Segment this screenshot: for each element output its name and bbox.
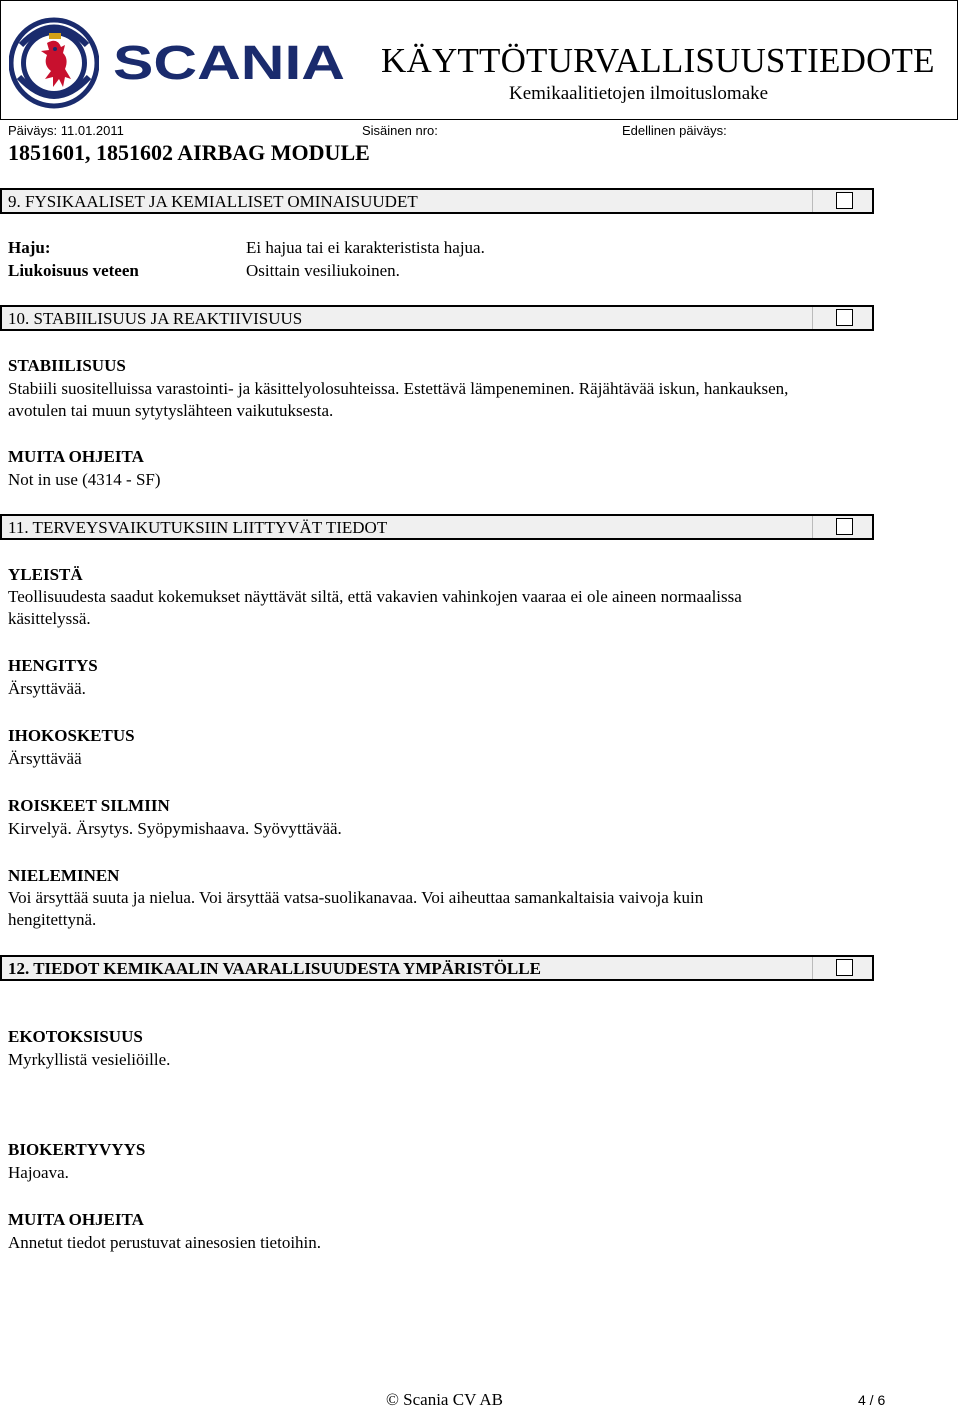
stability-text-line-2: avotulen tai muun sytytyslähteen vaikutuksesta. xyxy=(8,401,334,420)
ingestion-text-line-2: hengitettynä. xyxy=(8,910,97,929)
other-instructions-heading: MUITA OHJEITA xyxy=(8,447,144,466)
bioaccumulation-heading: BIOKERTYVYYS xyxy=(8,1140,146,1159)
ingestion-text-line-1: Voi ärsyttää suuta ja nielua. Voi ärsyttää vatsa-suolikanavaa. Voi aiheuttaa samankaltaisia vaivoja kuin xyxy=(8,888,704,907)
section-11-title: 11. TERVEYSVAIKUTUKSIIN LIITTYVÄT TIEDOT xyxy=(8,518,388,537)
scania-wordmark-icon xyxy=(113,39,347,85)
stability-heading: STABIILISUUS xyxy=(8,356,126,375)
section-10-title: 10. STABIILISUUS JA REAKTIIVISUUS xyxy=(8,309,303,328)
section-divider xyxy=(812,190,813,212)
section-11-checkbox[interactable] xyxy=(836,518,853,535)
section-12-other-text: Annetut tiedot perustuvat ainesosien tietoihin. xyxy=(8,1233,322,1252)
solubility-value: Osittain vesiliukoinen. xyxy=(246,261,400,280)
previous-date-field: Edellinen päiväys: xyxy=(622,123,727,138)
document-header xyxy=(0,0,958,120)
page-number: 4 / 6 xyxy=(858,1392,886,1408)
section-9-title: 9. FYSIKAALISET JA KEMIALLISET OMINAISUUDET xyxy=(8,192,418,211)
ecotoxicity-text: Myrkyllistä vesieliöille. xyxy=(8,1050,171,1069)
general-text-line-2: käsittelyssä. xyxy=(8,609,91,628)
section-12-title: 12. TIEDOT KEMIKAALIN VAARALLISUUDESTA YMPÄRISTÖLLE xyxy=(8,959,541,978)
other-instructions-text: Not in use (4314 - SF) xyxy=(8,470,161,489)
section-11-header xyxy=(0,514,874,540)
scania-griffin-logo-icon xyxy=(9,15,99,111)
document-title: KÄYTTÖTURVALLISUUSTIEDOTE xyxy=(381,41,935,80)
footer-copyright: © Scania CV AB xyxy=(386,1390,503,1409)
section-10-header xyxy=(0,305,874,331)
skin-contact-heading: IHOKOSKETUS xyxy=(8,726,135,745)
svg-text:SCANIA: SCANIA xyxy=(113,39,345,85)
odor-value: Ei hajua tai ei karakteristista hajua. xyxy=(246,238,485,257)
section-9-checkbox[interactable] xyxy=(836,192,853,209)
inhalation-text: Ärsyttävää. xyxy=(8,679,86,698)
solubility-label: Liukoisuus veteen xyxy=(8,261,139,280)
eye-splash-text: Kirvelyä. Ärsytys. Syöpymishaava. Syövyttävää. xyxy=(8,819,342,838)
stability-text-line-1: Stabiili suositelluissa varastointi- ja käsittelyolosuhteissa. Estettävä lämpeneminen. Räjähtävää iskun, hankauksen, xyxy=(8,379,789,398)
skin-contact-text: Ärsyttävää xyxy=(8,749,82,768)
section-12-header xyxy=(0,955,874,981)
inhalation-heading: HENGITYS xyxy=(8,656,98,675)
section-10-checkbox[interactable] xyxy=(836,309,853,326)
ingestion-heading: NIELEMINEN xyxy=(8,866,120,885)
section-divider xyxy=(812,516,813,538)
ecotoxicity-heading: EKOTOKSISUUS xyxy=(8,1027,143,1046)
date-field: Päiväys: 11.01.2011 xyxy=(8,123,124,138)
general-heading: YLEISTÄ xyxy=(8,565,83,584)
bioaccumulation-text: Hajoava. xyxy=(8,1163,69,1182)
odor-label: Haju: xyxy=(8,238,51,257)
product-name: 1851601, 1851602 AIRBAG MODULE xyxy=(8,140,370,165)
section-9-header xyxy=(0,188,874,214)
general-text-line-1: Teollisuudesta saadut kokemukset näyttävät siltä, että vakavien vahinkojen vaaraa ei ole aineen normaalissa xyxy=(8,587,742,606)
section-12-checkbox[interactable] xyxy=(836,959,853,976)
eye-splash-heading: ROISKEET SILMIIN xyxy=(8,796,170,815)
section-divider xyxy=(812,307,813,329)
section-12-other-heading: MUITA OHJEITA xyxy=(8,1210,144,1229)
document-subtitle: Kemikaalitietojen ilmoituslomake xyxy=(509,83,769,104)
internal-number-field: Sisäinen nro: xyxy=(362,123,438,138)
section-divider xyxy=(812,957,813,979)
